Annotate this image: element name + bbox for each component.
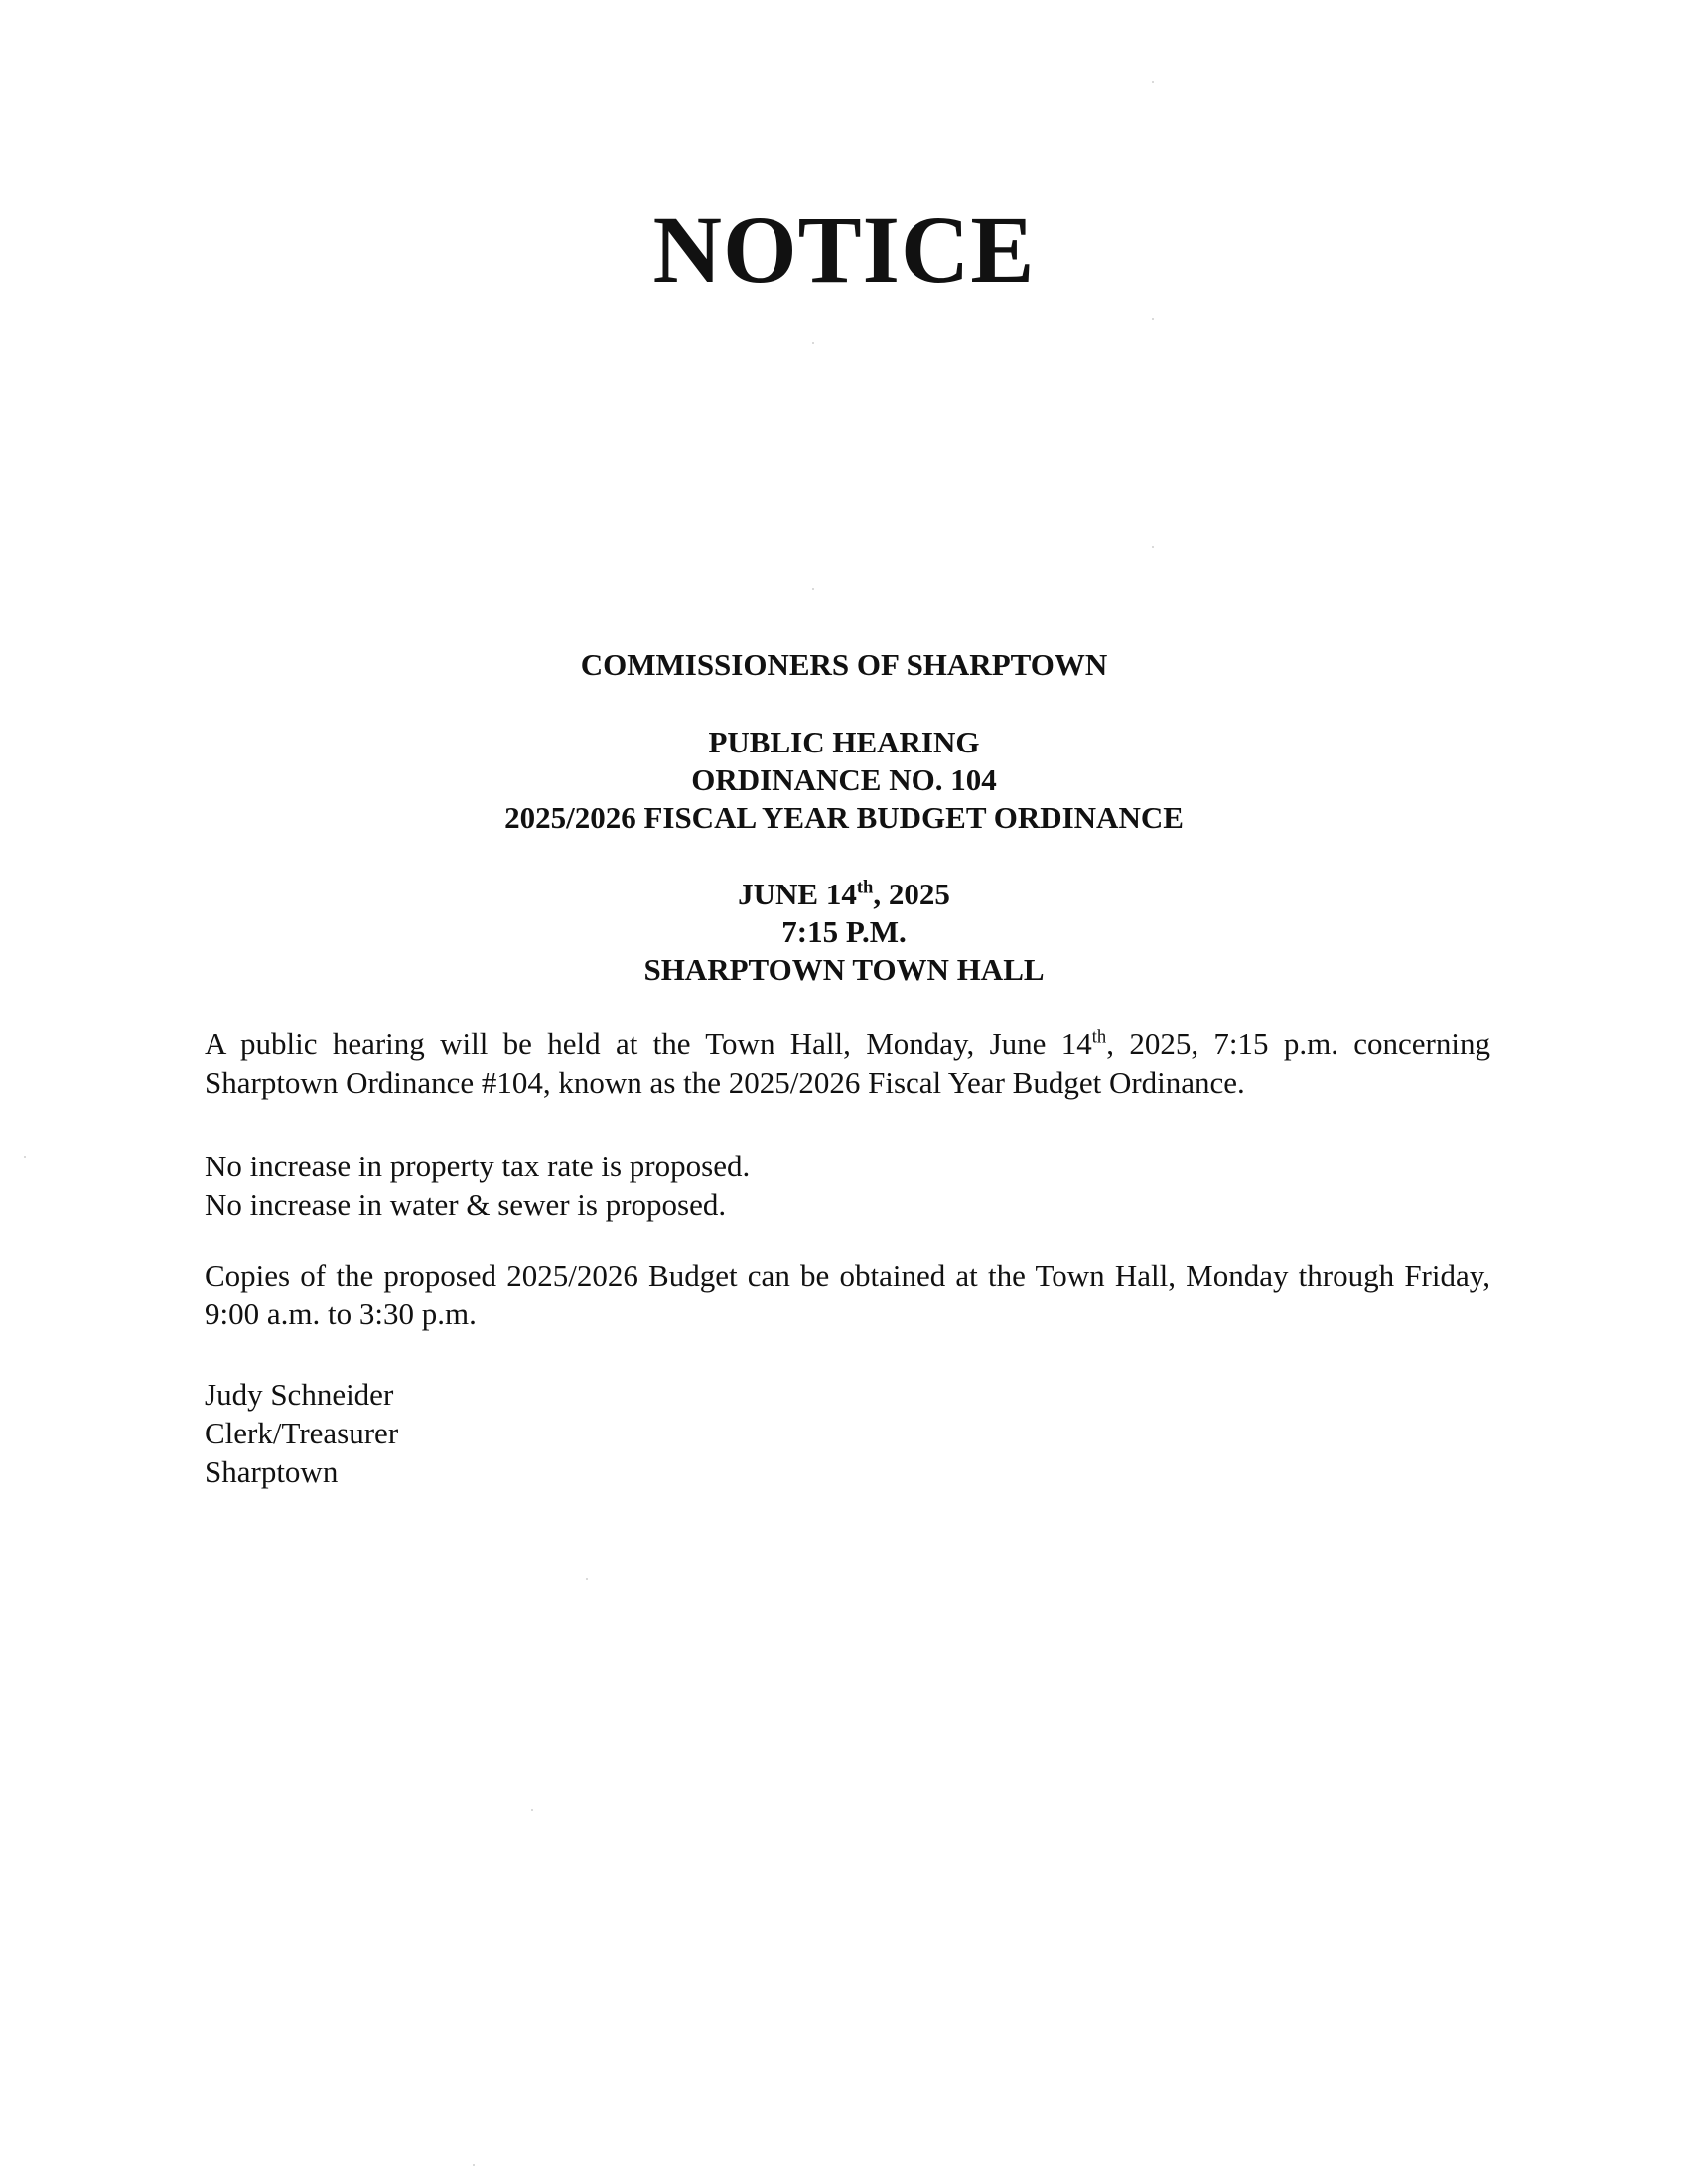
scan-speck <box>1152 81 1154 83</box>
event-date-superscript: th <box>856 877 874 898</box>
event-date-suffix: , 2025 <box>873 877 950 911</box>
commissioners-heading <box>0 646 1688 684</box>
hearing-paragraph <box>205 1024 1490 1102</box>
event-date <box>0 876 1688 913</box>
scan-speck <box>586 1578 588 1580</box>
scan-speck <box>1152 546 1154 548</box>
ordinance-number-line: ORDINANCE NO. 104 <box>691 762 997 797</box>
scan-speck <box>812 342 814 344</box>
water-sewer-statement: No increase in water & sewer is proposed. <box>205 1187 727 1222</box>
hearing-paragraph-superscript: th <box>1091 1026 1107 1048</box>
public-hearing-line: PUBLIC HEARING <box>708 725 980 759</box>
copies-paragraph: Copies of the proposed 2025/2026 Budget can be obtained at the Town Hall, Monday through Friday, 9:00 a.m. to 3:30 p.m. <box>205 1258 1490 1331</box>
budget-ordinance-line: 2025/2026 FISCAL YEAR BUDGET ORDINANCE <box>504 800 1184 835</box>
event-date-prefix: JUNE 14 <box>738 877 857 911</box>
event-details <box>0 876 1688 989</box>
signer-role: Clerk/Treasurer <box>205 1416 399 1450</box>
event-location: SHARPTOWN TOWN HALL <box>643 952 1045 987</box>
hearing-paragraph-part-b: , 2025, 7:15 p.m. concerning Sharptown Ordinance #104, known as the 2025/2026 Fiscal Year Budget Ordinance. <box>205 1026 1490 1100</box>
scan-speck <box>24 1156 26 1158</box>
notice-title: NOTICE <box>652 197 1036 303</box>
scan-speck <box>812 588 814 590</box>
increase-statements <box>205 1147 1490 1224</box>
commissioners-line: COMMISSIONERS OF SHARPTOWN <box>580 647 1108 682</box>
hearing-paragraph-part-a: A public hearing will be held at the Town Hall, Monday, June 14 <box>205 1026 1092 1061</box>
scan-speck <box>473 2164 475 2166</box>
event-time: 7:15 P.M. <box>781 914 907 949</box>
scan-speck <box>1152 318 1154 320</box>
scan-speck <box>531 1809 533 1811</box>
hearing-heading <box>0 724 1688 837</box>
signer-name: Judy Schneider <box>205 1377 394 1412</box>
property-tax-statement: No increase in property tax rate is proposed. <box>205 1149 751 1183</box>
signature-block <box>205 1375 1490 1491</box>
signer-town: Sharptown <box>205 1454 339 1489</box>
